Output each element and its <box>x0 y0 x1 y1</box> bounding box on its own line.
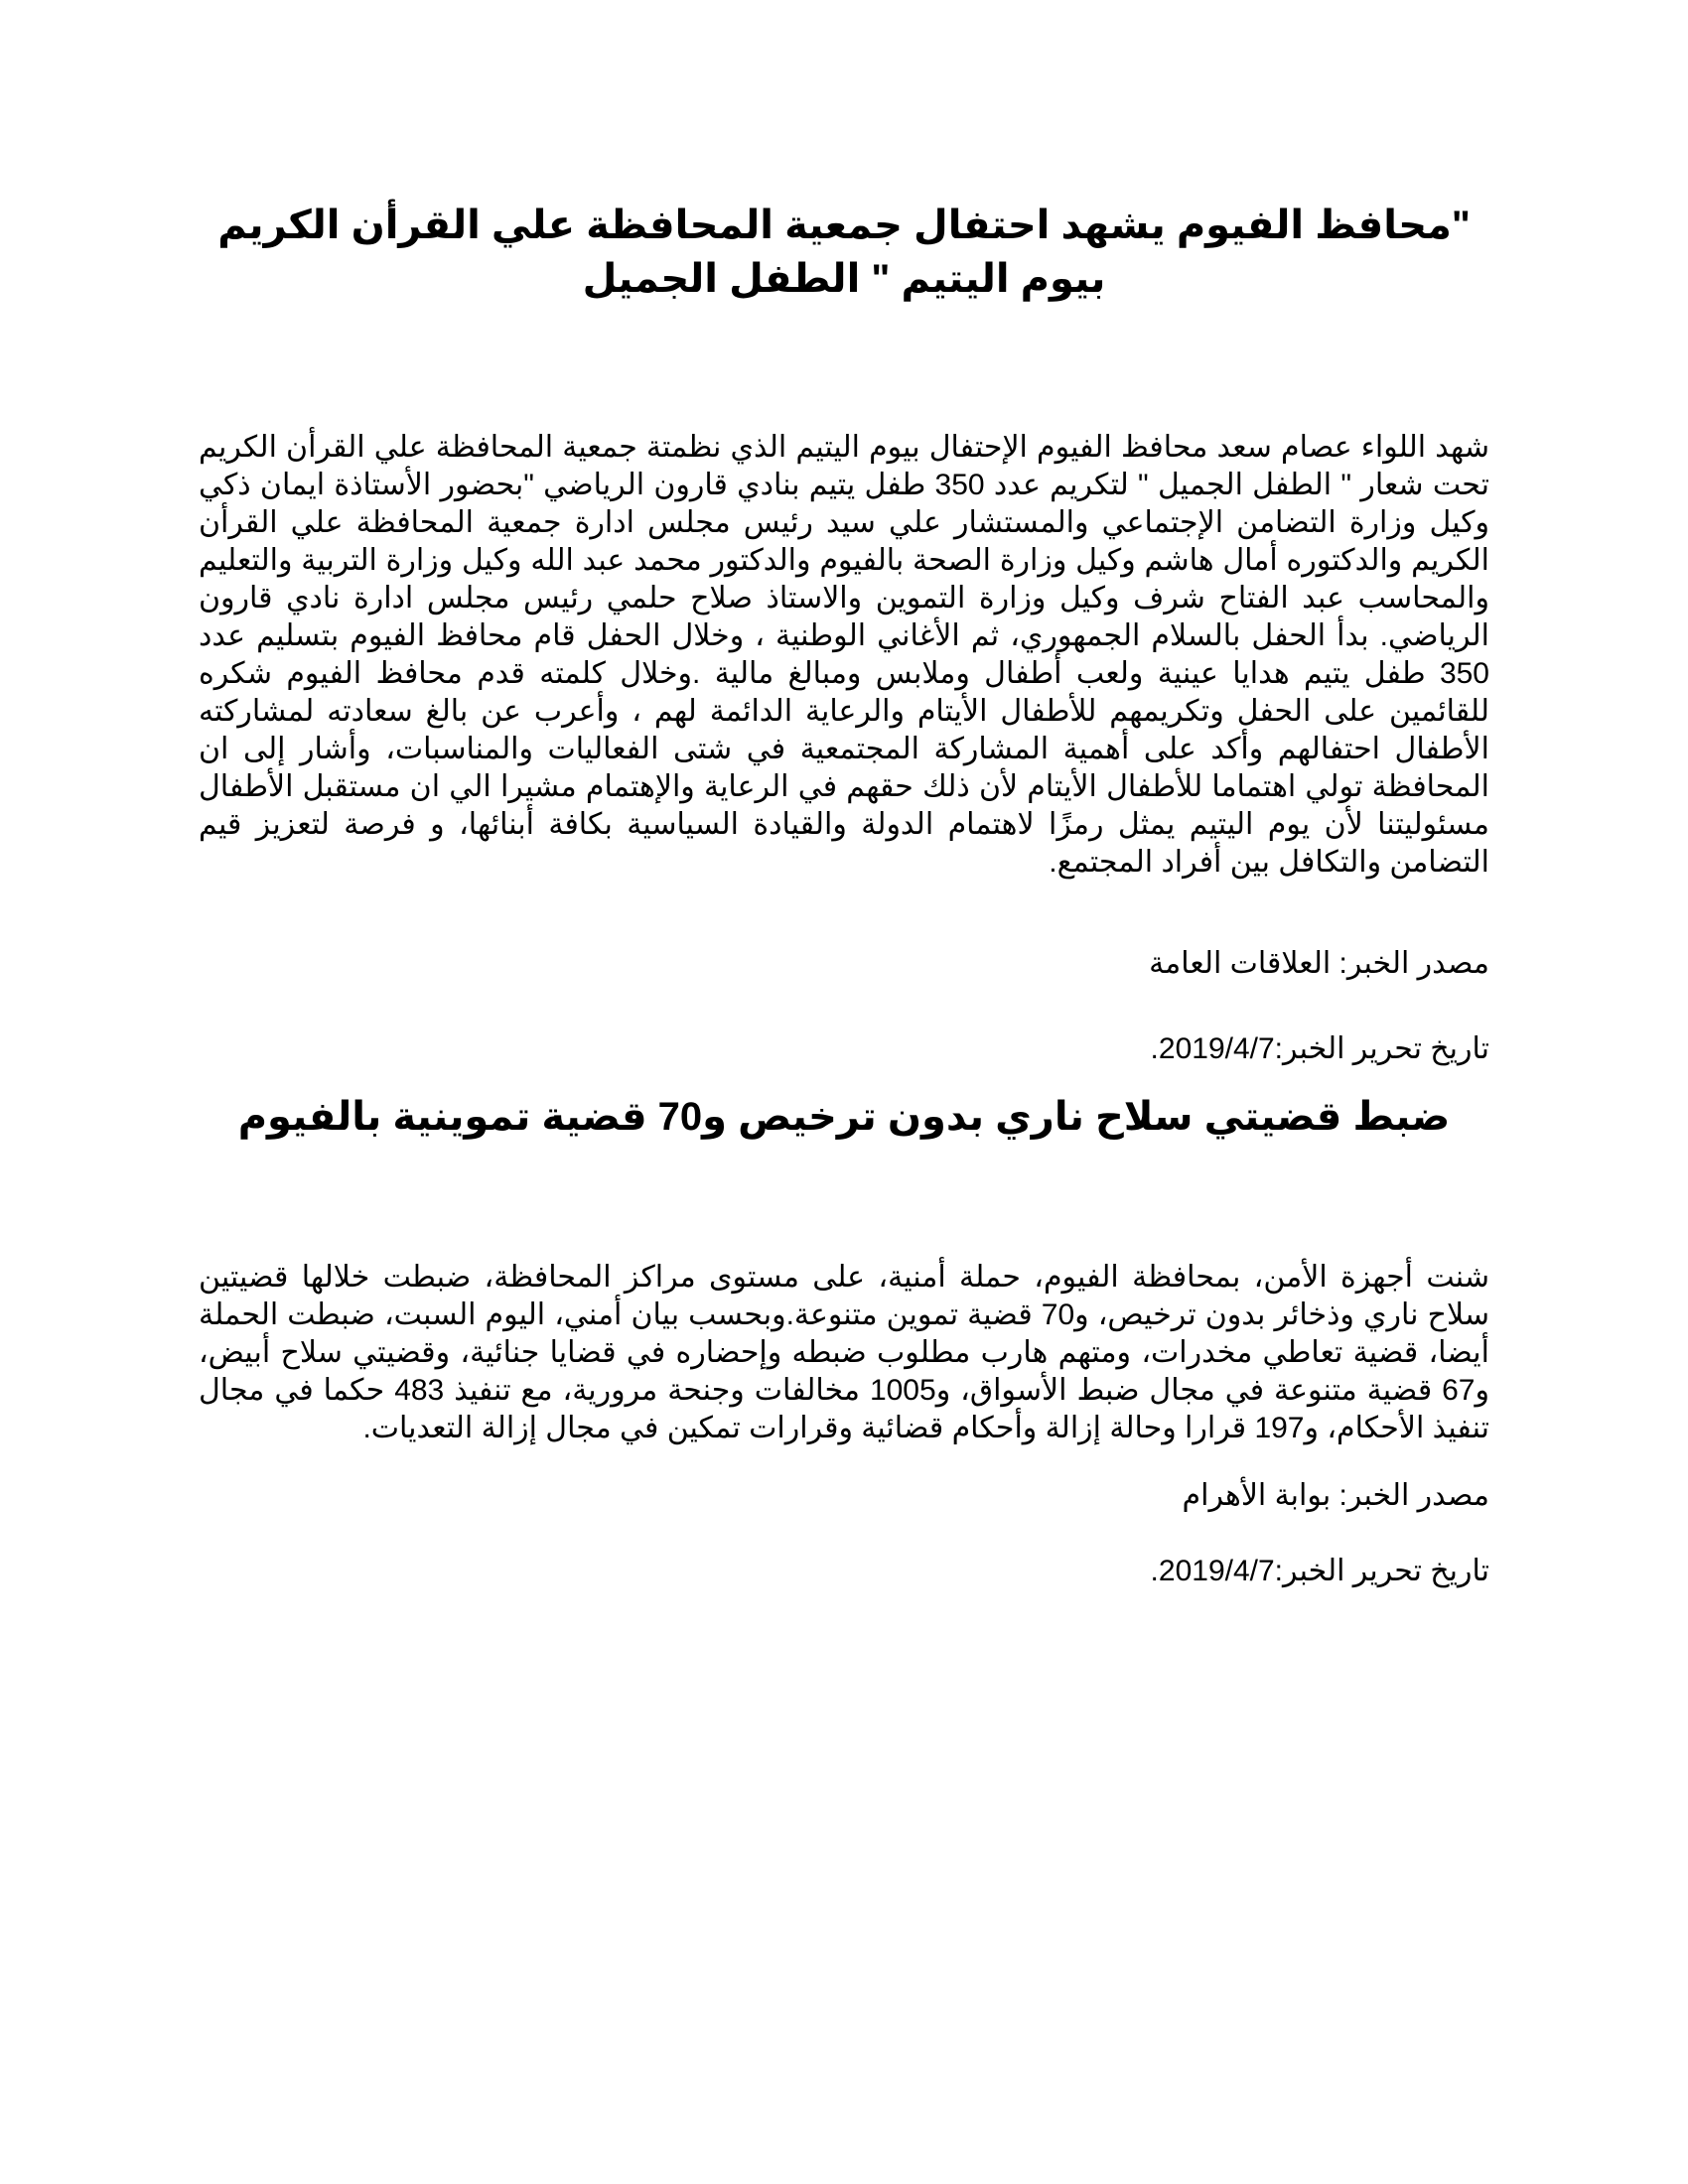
news-source-line: مصدر الخبر: بوابة الأهرام <box>1182 1479 1489 1512</box>
article-headline: ضبط قضيتي سلاح ناري بدون ترخيص و70 قضية تموينية بالفيوم <box>237 1095 1451 1139</box>
article-body: شهد اللواء عصام سعد محافظ الفيوم الإحتفال بيوم اليتيم الذي نظمتة جمعية المحافظة علي القرأن الكريم تحت شعار " الطفل الجميل " لتكريم عدد 350 طفل يتيم بنادي قارون الرياضي "بحضور الأستاذة ايمان ذكي وكيل وزارة التضامن الإجتماعي والمستشار علي سيد رئيس مجلس ادارة جمعية المحافظة علي القرأن الكريم والدكتوره أمال هاشم وكيل وزارة الصحة بالفيوم والدكتور محمد عبد الله وكيل وزارة التربية والتعليم والمحاسب عبد الفتاح شرف وكيل وزارة التموين والاستاذ صلاح حلمي رئيس مجلس ادارة نادي قارون الرياضي. بدأ الحفل بالسلام الجمهوري، ثم الأغاني الوطنية ، وخلال الحفل قام محافظ الفيوم بتسليم عدد 350 طفل يتيم هدايا عينية ولعب أطفال وملابس ومبالغ مالية .وخلال كلمته قدم محافظ الفيوم شكره للقائمين على الحفل وتكريمهم للأطفال الأيتام والرعاية الدائمة لهم ، وأعرب عن بالغ سعادته لمشاركته الأطفال احتفالهم وأكد على أهمية المشاركة المجتمعية في شتى الفعاليات والمناسبات، وأشار إلى ان المحافظة تولي اهتماما للأطفال الأيتام لأن ذلك حقهم في الرعاية والإهتمام مشيرا الي ان مستقبل الأطفال مسئوليتنا لأن يوم اليتيم يمثل رمزًا لاهتمام الدولة والقيادة السياسية بكافة أبنائها، و فرصة لتعزيز قيم التضامن والتكافل بين أفراد المجتمع. <box>199 431 1490 879</box>
article-body: شنت أجهزة الأمن، بمحافظة الفيوم، حملة أمنية، على مستوى مراكز المحافظة، ضبطت خلالها قضيتين سلاح ناري وذخائر بدون ترخيص، و70 قضية تموين متنوعة.وبحسب بيان أمني، اليوم السبت، ضبطت الحملة أيضا، قضية تعاطي مخدرات، ومتهم هارب مطلوب ضبطه وإحضاره في قضايا جنائية، وقضيتي سلاح أبيض، و67 قضية متنوعة في مجال ضبط الأسواق، و1005 مخالفات وجنحة مرورية، مع تنفيذ 483 حكما في مجال تنفيذ الأحكام، و197 قرارا وحالة إزالة وأحكام قضائية وقرارات تمكين في مجال إزالة التعديات. <box>199 1261 1489 1444</box>
article-headline: "محافظ الفيوم يشهد احتفال جمعية المحافظة علي القرأن الكريم بيوم اليتيم " الطفل الجميل <box>217 204 1471 301</box>
news-date-value: 2019/4/7 <box>1158 1555 1275 1587</box>
news-article <box>199 1090 1489 1590</box>
news-date-value: 2019/4/7 <box>1158 1032 1275 1065</box>
news-date-line: تاريخ تحرير الخبر:2019/4/7. <box>1150 1032 1489 1065</box>
news-date-label: تاريخ تحرير الخبر <box>1283 1032 1489 1065</box>
news-date-label: تاريخ تحرير الخبر <box>1283 1555 1489 1587</box>
news-source-label: مصدر الخبر <box>1346 947 1489 980</box>
news-article <box>199 0 1489 1068</box>
news-date-line: تاريخ تحرير الخبر:2019/4/7. <box>1150 1555 1489 1587</box>
news-source-value: بوابة الأهرام <box>1182 1479 1332 1512</box>
document-page <box>199 0 1489 2184</box>
news-source-value: العلاقات العامة <box>1149 947 1332 980</box>
news-source-line: مصدر الخبر: العلاقات العامة <box>1149 947 1489 980</box>
news-source-label: مصدر الخبر <box>1346 1479 1489 1512</box>
